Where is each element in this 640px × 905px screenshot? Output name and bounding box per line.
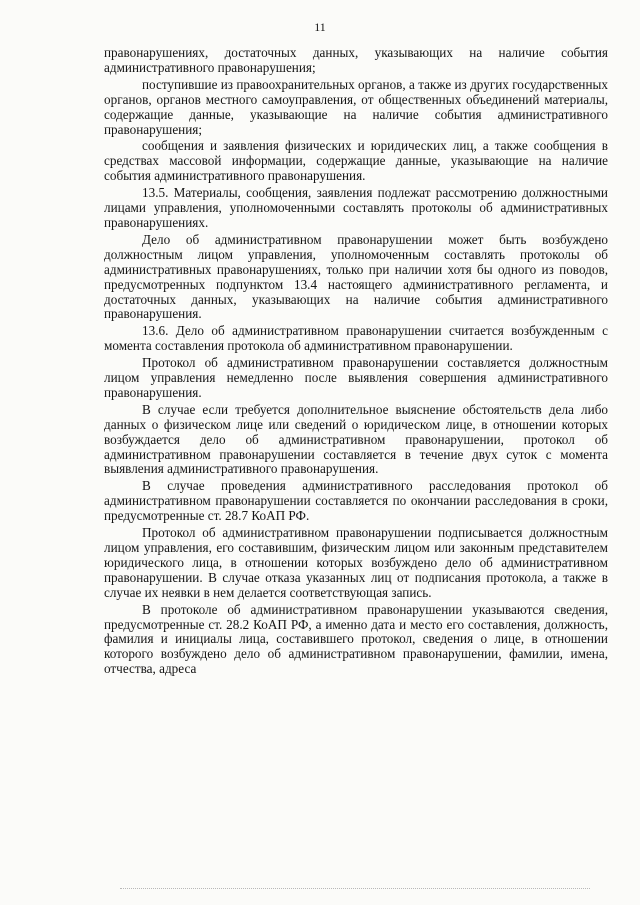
paragraph: поступившие из правоохранительных органов, а также из других государственных органов, органов местного самоуправления, от общественных объединений материалы, содержащие данные, указывающие на наличие события административного правонарушения; xyxy=(104,76,608,137)
bottom-scan-line xyxy=(120,888,590,889)
body-text xyxy=(104,46,608,679)
paragraph: 13.6. Дело об административном правонарушении считается возбужденным с момента составления протокола об административном правонарушении. xyxy=(104,323,608,354)
paragraph: В случае проведения административного расследования протокол об административном правонарушении составляется по окончании расследования в сроки, предусмотренные ст. 28.7 КоАП РФ. xyxy=(104,478,608,524)
page-number: 11 xyxy=(314,20,326,34)
paragraph: В случае если требуется дополнительное выяснение обстоятельств дела либо данных о физическом лице или сведений о юридическом лице, в отношении которых возбуждается дело об административном правонарушении, протокол об административном правонарушении составляется в течение двух суток с момента выявления административного правонарушения. xyxy=(104,401,608,477)
paragraph: Дело об административном правонарушении может быть возбуждено должностным лицом управления, уполномоченным составлять протоколы об административных правонарушениях, только при наличии хотя бы одного из поводов, предусмотренных подпунктом 13.4 настоящего административного регламента, и достаточных данных, указывающих на наличие события административного правонарушения. xyxy=(104,231,608,322)
paragraph: Протокол об административном правонарушении составляется должностным лицом управления немедленно после выявления совершения административного правонарушения. xyxy=(104,355,608,400)
paragraph: сообщения и заявления физических и юридических лиц, а также сообщения в средствах массовой информации, содержащие данные, указывающие на наличие события административного правонарушения. xyxy=(104,138,608,184)
paragraph: Протокол об административном правонарушении подписывается должностным лицом управления, его составившим, физическим лицом или законным представителем юридического лица, в отношении которых возбуждено дело об административном правонарушении. В случае отказа указанных лиц от подписания протокола, а также в случае их неявки в нем делается соответствующая запись. xyxy=(104,525,608,600)
paragraph: правонарушениях, достаточных данных, указывающих на наличие события административного правонарушения; xyxy=(104,45,608,75)
paragraph: 13.5. Материалы, сообщения, заявления подлежат рассмотрению должностными лицами управления, уполномоченными составлять протоколы об административных правонарушениях. xyxy=(104,185,608,230)
paragraph: В протоколе об административном правонарушении указываются сведения, предусмотренные ст. 28.2 КоАП РФ, а именно дата и место его составления, должность, фамилия и инициалы лица, составившего протокол, сведения о лице, в отношении которого возбуждено дело об административном правонарушении, фамилии, имена, отчества, адреса xyxy=(104,601,608,677)
